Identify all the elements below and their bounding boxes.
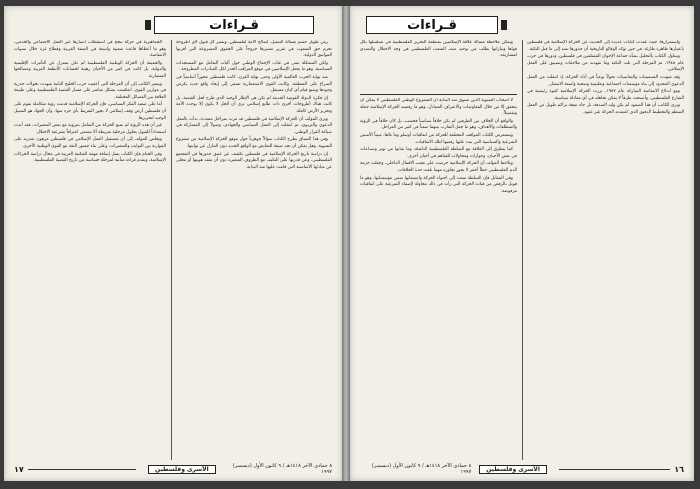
paragraph: وفي المقابل فإن السلطة سعت إلى احتواء الحركة واستيعابها ضمن مؤسساتها، وهو ما قوبل بالرفض من قيادة الحركة التي رأت في ذلك محاولة لإضفاء الشرعية على اتفاقيات مرفوضة.	[360, 175, 517, 194]
section-title: قـراءات	[209, 17, 259, 33]
page-footer	[14, 463, 332, 475]
paragraph: إن فكرة الدولة القومية الحديثة لم تكن هي الإطار الوحيد الذي طرح لحل القضية، بل كانت هناك أطروحات أخرى ذات طابع إسلامي ترى أن الحل لا يكون إلا بوحدة الأمة وتحرير الأرض كاملة.	[176, 95, 332, 114]
paragraph: ومع اندلاع الانتفاضة المباركة عام ١٩٨٧، برزت الحركة الإسلامية كقوة رئيسية في الشارع الفلسطيني، وأصبحت طرفاً لا يمكن تجاهله في أي معادلة سياسية.	[527, 89, 684, 101]
section-title: قـراءات	[407, 17, 457, 33]
column-divider	[171, 40, 172, 460]
note-divider	[360, 94, 517, 95]
paragraph: وفي الختام فإن الكتاب يمثل إضافة مهمة للمكتبة العربية في مجال دراسة الحركات الإسلامية، ويقدم قراءة متأنية لمرحلة حساسة من تاريخ القضية الفلسطينية.	[14, 151, 166, 164]
paragraph: كما يتطرق إلى العلاقة مع السلطة الفلسطينية الناشئة، وما شابها من توتر وصدامات في بعض الأحيان، وحوارات ومحاولات للتفاهم في أحيان أخرى.	[360, 147, 517, 159]
paragraph: وفي هذا السياق يطرح الكتاب سؤالاً جوهرياً حول موقع الحركة الإسلامية من مشروع التسوية، وهل يمكن أن تجد صيغة للتعايش مع الواقع الجديد دون التنازل عن ثوابتها.	[176, 137, 332, 149]
paragraph: أما على صعيد الفكر السياسي، فإن الحركة الإسلامية قدمت رؤية متكاملة تقوم على أن فلسطين أرض وقف إسلامي لا يجوز التفريط بأي جزء منها، وأن الجهاد هو السبيل الوحيد لتحريرها.	[14, 102, 166, 121]
right-page	[350, 6, 694, 481]
paragraph: ويشير الكاتب إلى أن المرحلة التي أعقبت حرب الخليج الثانية شهدت تحولات جذرية في موازين القوى، انعكست بشكل مباشر على مسار القضية الفلسطينية وعلى طبيعة العلاقة بين الفصائل المختلفة.	[14, 81, 166, 100]
footer-brand: الأسرى وفلسطين	[148, 465, 216, 474]
footer-date: ٨ جمادى الآخر ١٤١٨هـ / ٩ كانون الأول (ديسمبر) ١٩٩٧	[371, 463, 472, 475]
footer-rule	[559, 469, 670, 470]
text-column-left	[360, 98, 517, 460]
page-footer	[360, 463, 684, 475]
footer-brand: الأسرى وفلسطين	[479, 465, 547, 474]
column-divider	[522, 40, 523, 460]
text-column-right	[527, 40, 684, 460]
paragraph: زمن طويل حسم مسألة التمثيل، لصالح الأمة لفلسطين، ويعتبر كل قبول لأي أطروحة تحرم حق الشعوب في تقرير مصيرها خروجاً على الحقوق المشروعة التي أقرتها المواثيق الدولية.	[176, 40, 332, 59]
paragraph: الجماهيرية في حركة تنجح في استقطاب أنصارها عبر العمل الاجتماعي والخدمي، وهو ما أعطاها قاعدة شعبية واسعة في الضفة الغربية وقطاع غزة خلال سنوات الانتفاضة.	[14, 40, 166, 59]
section-header	[366, 16, 498, 34]
paragraph: غير أن هذه الرؤية لم تمنع الحركة من التعامل بمرونة مع بعض المتغيرات، فقد أبدت استعداداً للقبول بحلول مرحلية شريطة ألا تتضمن اعترافاً بشرعية الاحتلال.	[14, 123, 166, 135]
intro-note	[360, 40, 517, 90]
text-column-left	[14, 40, 166, 460]
paragraph: والواقع أن الخلاف بين الطرفين لم يكن خلافاً سياسياً فحسب، بل كان خلافاً في الرؤية والمنطلقات والأهداف، وهو ما جعل التقارب بينهما صعباً في كثير من المراحل.	[360, 118, 517, 131]
paragraph: ولكن المشكلة تبقى في غياب الإجماع الوطني حول آليات التعامل مع المستجدات السياسية، وهو ما يجعل الإسلاميين في موقع المراقب الحذر لكل المبادرات المطروحة.	[176, 60, 332, 73]
book-spine	[342, 6, 350, 481]
paragraph: إن دراسة تاريخ الحركة الإسلامية في فلسطين تكشف عن عمق جذورها في المجتمع الفلسطيني، وعن قدرتها على التكيف مع الظروف المتغيرة دون أن تفقد هويتها أو تتخلى عن مبادئها الأساسية التي قامت عليها منذ البداية.	[176, 151, 332, 170]
paragraph: واستمرارها، حيث عمدت كتابات عديدة إلى الحديث عن الحركة الإسلامية في فلسطين باعتبارها ظاهرة طارئة، في حين تؤكد الوقائع التاريخية أن جذورها تمتد إلى ما قبل النكبة.	[527, 40, 684, 52]
section-header	[154, 16, 314, 34]
paragraph: لا أصحاب التسوية الذين تسوق منذ البداية أن المشروع الوطني الفلسطيني لا يمكن أن يتحقق إلا من خلال المفاوضات والاعتراف المتبادل، وهو ما رفضته الحركة الإسلامية جملة وتفصيلاً.	[360, 98, 517, 117]
footer-rule	[28, 469, 136, 470]
paragraph: وقد شهدت السبعينيات والثمانينيات تحولاً نوعياً في أداء الحركة، إذ انتقلت من العمل الدعوي المحدود إلى بناء مؤسسات اجتماعية وتعليمية وصحية واسعة الانتشار.	[527, 74, 684, 87]
page-number: ١٦	[674, 464, 684, 474]
footer-date: ٨ جمادى الآخر ١٤١٨هـ / ٩ كانون الأول (ديسمبر) ١٩٩٧	[232, 463, 332, 475]
paragraph: منذ نهاية الحرب العالمية الأولى وحتى نهاية القرن، كانت فلسطين محوراً أساسياً في الصراع على المنطقة، وكانت القوى الاستعمارية تسعى إلى إيجاد واقع جديد يكرس وجودها ويمنع قيام أي كيان مستقل.	[176, 74, 332, 94]
paragraph: ويرى المؤلف أن الحركة الإسلامية في فلسطين قد مرت بمراحل متعددة، بدأت بالعمل الدعوي والتربوي، ثم انتقلت إلى العمل السياسي والجهادي، وصولاً إلى المشاركة في صياغة القرار الوطني.	[176, 116, 332, 135]
paragraph: ويخلص المؤلف إلى أن مستقبل العمل الإسلامي في فلسطين مرهون بقدرته على الموازنة بين الثوابت والمتغيرات، وعلى بناء جسور الثقة مع القوى الوطنية الأخرى.	[14, 137, 166, 149]
paragraph: ويلاحظ المؤلف أن الحركة الإسلامية حرصت على تجنب الاقتتال الداخلي، وجعلت حرمة الدم الفلسطيني خطاً أحمر لا يجوز تجاوزه مهما بلغت حدة الخلافات.	[360, 161, 517, 173]
text-column-right	[176, 40, 332, 460]
intro-note-text: ويمكن ملاحظة مسألة علاقة الإسلاميين بمنظمة التحرير الفلسطينية في تسلسلها بكل قواها وتياراتها بطلب من توحيد صف الشعب الفلسطيني في وجه الاحتلال والتصدي لمشاريعه.	[360, 40, 517, 59]
paragraph: والحقيقة أن الحركة الوطنية الفلسطينية لم تكن بمعزل عن التأثيرات الإقليمية والدولية، بل كانت في كثير من الأحيان رهينة لحسابات الأنظمة العربية ومصالحها المتضاربة.	[14, 60, 166, 79]
left-page	[4, 6, 342, 481]
paragraph: ويرى الكاتب أن هذا الصعود لم يكن وليد الصدفة، بل جاء نتيجة تراكم طويل من العمل المنظم والتخطيط الدقيق الذي اعتمدته الحركة عبر عقود.	[527, 103, 684, 115]
paragraph: ويتناول الكتاب بالتحليل نشأة جماعة الإخوان المسلمين في فلسطين، ودورها في حرب عام ١٩٤٨، ثم المرحلة التي تلت النكبة وما شهدته من ملاحقات وتضييق على العمل الإسلامي.	[527, 54, 684, 73]
page-number: ١٧	[13, 464, 24, 474]
paragraph: ويستعرض الكتاب المواقف المختلفة للحركة من اتفاقيات أوسلو وما تلاها، مبيناً الأسس الشرعية والسياسية التي بنت عليها رفضها لتلك الاتفاقيات.	[360, 132, 517, 145]
